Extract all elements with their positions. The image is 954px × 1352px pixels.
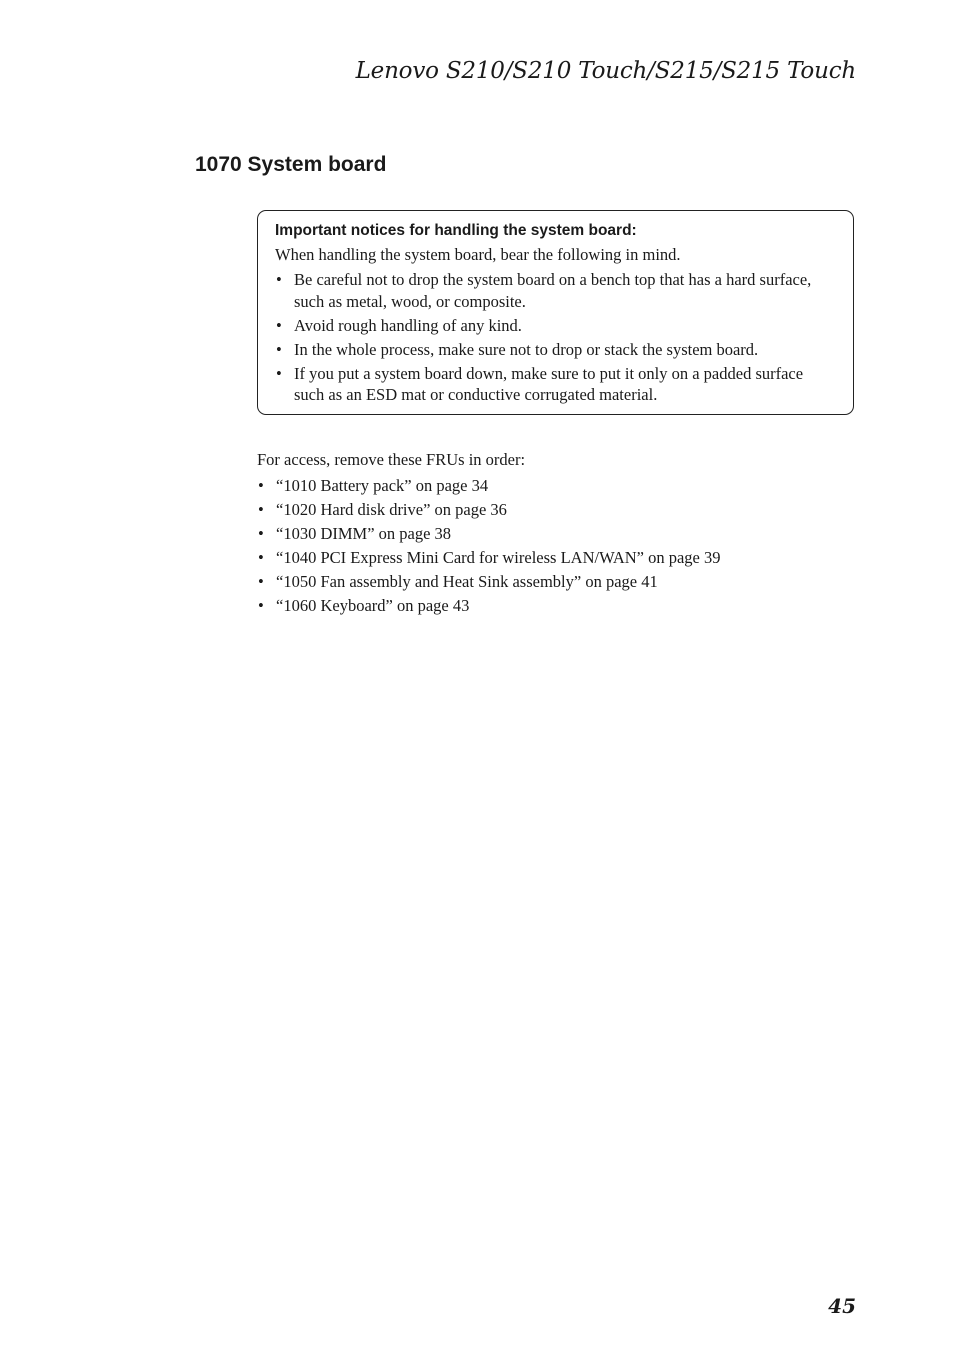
notice-item: [275, 339, 835, 361]
bullet-icon: •: [276, 315, 282, 335]
notice-box: [257, 210, 854, 415]
fru-list: [257, 474, 721, 618]
fru-link-text[interactable]: “1050 Fan assembly and Heat Sink assembly” on page 41: [276, 572, 658, 591]
notice-item-text: If you put a system board down, make sure to put it only on a padded surface such as an ESD mat or conductive corrugated material.: [294, 363, 804, 404]
notice-item: [275, 363, 835, 406]
notice-list: [275, 269, 835, 408]
bullet-icon: •: [258, 524, 264, 543]
notice-item-text: Avoid rough handling of any kind.: [294, 315, 522, 335]
bullet-icon: •: [276, 270, 282, 289]
running-header: Lenovo S210/S210 Touch/S215/S215 Touch: [355, 58, 856, 84]
access-intro: For access, remove these FRUs in order:: [257, 450, 526, 469]
bullet-icon: •: [258, 476, 264, 495]
fru-link-text[interactable]: “1030 DIMM” on page 38: [276, 524, 452, 543]
fru-link-text[interactable]: “1020 Hard disk drive” on page 36: [276, 500, 507, 519]
section-title: 1070 System board: [195, 153, 387, 176]
fru-link-text[interactable]: “1040 PCI Express Mini Card for wireless LAN/WAN” on page 39: [276, 548, 721, 567]
notice-item-text: Be careful not to drop the system board on a bench top that has a hard surface, such as metal, wood, or composite.: [294, 270, 812, 311]
notice-intro: When handling the system board, bear the following in mind.: [275, 245, 681, 264]
fru-link-item[interactable]: [257, 594, 721, 618]
fru-link-item[interactable]: [257, 498, 721, 522]
notice-item-text: In the whole process, make sure not to drop or stack the system board.: [294, 339, 759, 359]
fru-link-item[interactable]: [257, 570, 721, 594]
notice-item: [275, 315, 835, 337]
fru-link-item[interactable]: [257, 546, 721, 570]
fru-link-item[interactable]: [257, 474, 721, 498]
notice-item: [275, 269, 835, 312]
fru-link-text[interactable]: “1060 Keyboard” on page 43: [276, 596, 470, 615]
bullet-icon: •: [258, 548, 264, 567]
bullet-icon: •: [276, 339, 282, 359]
bullet-icon: •: [276, 363, 282, 383]
bullet-icon: •: [258, 572, 264, 591]
fru-link-item[interactable]: [257, 522, 721, 546]
fru-link-text[interactable]: “1010 Battery pack” on page 34: [276, 476, 489, 495]
bullet-icon: •: [258, 596, 264, 615]
page-number: 45: [828, 1294, 856, 1318]
notice-heading: Important notices for handling the system board:: [275, 222, 637, 239]
bullet-icon: •: [258, 500, 264, 519]
